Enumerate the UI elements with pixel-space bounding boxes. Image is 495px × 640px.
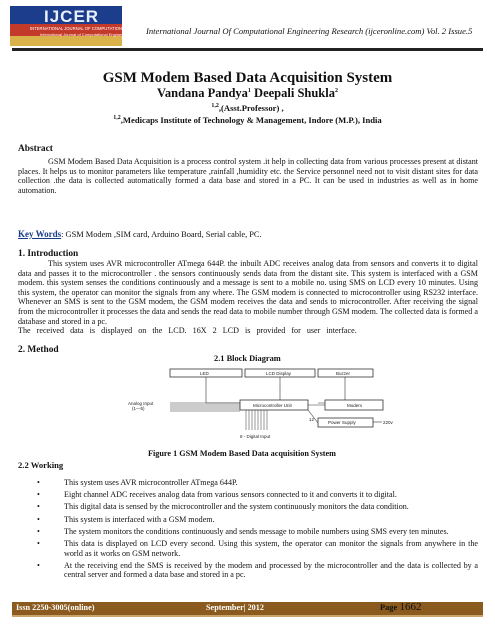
author-2-sup: 2 [334, 87, 338, 94]
keywords-label: Key Words [18, 229, 62, 239]
affiliation-2-sup: 1,2 [113, 115, 121, 122]
author-2: Deepali Shukla [250, 86, 335, 100]
list-item: • This digital data is sensed by the microcontroller and the system continuously monitors the data condition. [37, 502, 409, 512]
introduction-heading: 1. Introduction [18, 249, 79, 259]
affiliation-1-sup: 1,2 [211, 103, 219, 110]
list-item: • This data is displayed on LCD every second. Using this system, the operator can monitor the signals from anywhere in the world as it works on GSM network. [37, 538, 478, 558]
footer-issn: Issn 2250-3005(online) [16, 603, 95, 612]
list-item: • Eight channel ADC receives analog data from various sensors connected to it and converts it to digital. [37, 490, 397, 500]
introduction-body: This system uses AVR microcontroller ATmega 644P. the inbuilt ADC receives analog data from sensors and converts it to digital data and passes it to the microcontroller . the sensors continuously sends data from the distant site. This system is interfaced with a GSM modem. this system senses the conditions continuously and a message is sent to a mobile no. using SMS on LCD every 10 minutes. Using this system, the operator can monitor the signals from any where. The GSM modem is connected to microcontroller using RS232 interface. Whenever an SMS is sent to the GSM modem, the GSM modem receives the data and sends to microcontroller. After receiving the signal from the microcontroller it processes the data and sends the read data to mobile number through GSM modem. The collected data is formed a database and stored in a pc. [18, 259, 478, 326]
header-rule [12, 48, 483, 51]
introduction-text [18, 259, 478, 326]
voltage-220-label: 220v [383, 420, 393, 425]
lcd-label: LCD Display [266, 371, 292, 376]
abstract-heading: Abstract [18, 144, 53, 154]
abstract-body: GSM Modem Based Data Acquisition is a process control system .it help in collecting data from various processes present at distant places. It helps us to monitor parameters like temperature ,rainfall ,humidity etc. the Service personnel need not to visit distant sites for data collection .the data is collected automatically formed a data base and stored in a PC. It can be used in industries as well as in home automation. [18, 157, 478, 195]
logo-text: IJCER [44, 7, 100, 26]
journal-logo [10, 6, 182, 46]
block-diagram-heading: 2.1 Block Diagram [214, 354, 281, 363]
buzzer-label: Buzzer [336, 371, 351, 376]
block-diagram [110, 366, 400, 444]
introduction-last-line: The received data is displayed on the LCD. 16X 2 LCD is provided for user interface. [18, 326, 357, 335]
paper-title: GSM Modem Based Data Acquisition System [102, 70, 393, 86]
analog-input-label: Analog Input [128, 401, 154, 406]
mcu-label: Microcontroller Unit [253, 403, 292, 408]
page-label: Page [380, 603, 398, 612]
list-item: • This system uses AVR microcontroller ATmega 644P. [37, 478, 238, 487]
author-1-sup: 1 [247, 87, 251, 94]
led-label: LED [200, 371, 209, 376]
footer-date: September| 2012 [206, 603, 264, 612]
working-list [18, 478, 478, 583]
method-heading: 2. Method [18, 345, 59, 355]
voltage-12-label: 12 [309, 417, 315, 422]
keywords-text: : GSM Modem ,SIM card, Arduino Board, Serial cable, PC. [61, 230, 262, 239]
figure-caption: Figure 1 GSM Modem Based Data acquisition System [148, 449, 336, 458]
working-heading: 2.2 Working [18, 460, 64, 470]
paper-authors [0, 86, 495, 101]
author-1: Vandana Pandya [157, 86, 248, 100]
analog-range-label: (1—5) [132, 406, 145, 411]
digital-input-label: 8 - Digital Input [240, 434, 271, 439]
logo-subtitle-2: International Journal of Computational Engineering Research [40, 32, 149, 37]
journal-header: International Journal Of Computational Engineering Research (ijceronline.com) Vol. 2 Issue.5 [146, 26, 473, 36]
keywords [18, 229, 262, 239]
footer-strip [12, 615, 483, 617]
list-item: • At the receiving end the SMS is received by the modem and processed by the microcontroller and the data is collected by a central server and formed a data base and stored in a pc. [37, 560, 478, 580]
modem-label: Modem [347, 403, 363, 408]
abstract-text [18, 157, 478, 195]
footer-page [380, 601, 421, 613]
list-item: • The system monitors the conditions continuously and sends message to mobile numbers using SMS every ten minutes. [37, 526, 449, 536]
affiliation-1-text: ,(Asst.Professor) , [218, 103, 284, 113]
affiliation-2-text: ,Medicaps Institute of Technology & Management, Indore (M.P.), India [120, 115, 382, 125]
affiliation-2 [0, 115, 495, 125]
affiliation-1 [0, 103, 495, 113]
page-number: 1662 [399, 601, 422, 613]
power-supply-label: Power Supply [328, 420, 356, 425]
list-item: • This system is interfaced with a GSM modem. [37, 514, 215, 524]
logo-subtitle: INTERNATIONAL JOURNAL OF COMPUTATIONAL ENGINEERING RESEARCH [30, 26, 182, 31]
